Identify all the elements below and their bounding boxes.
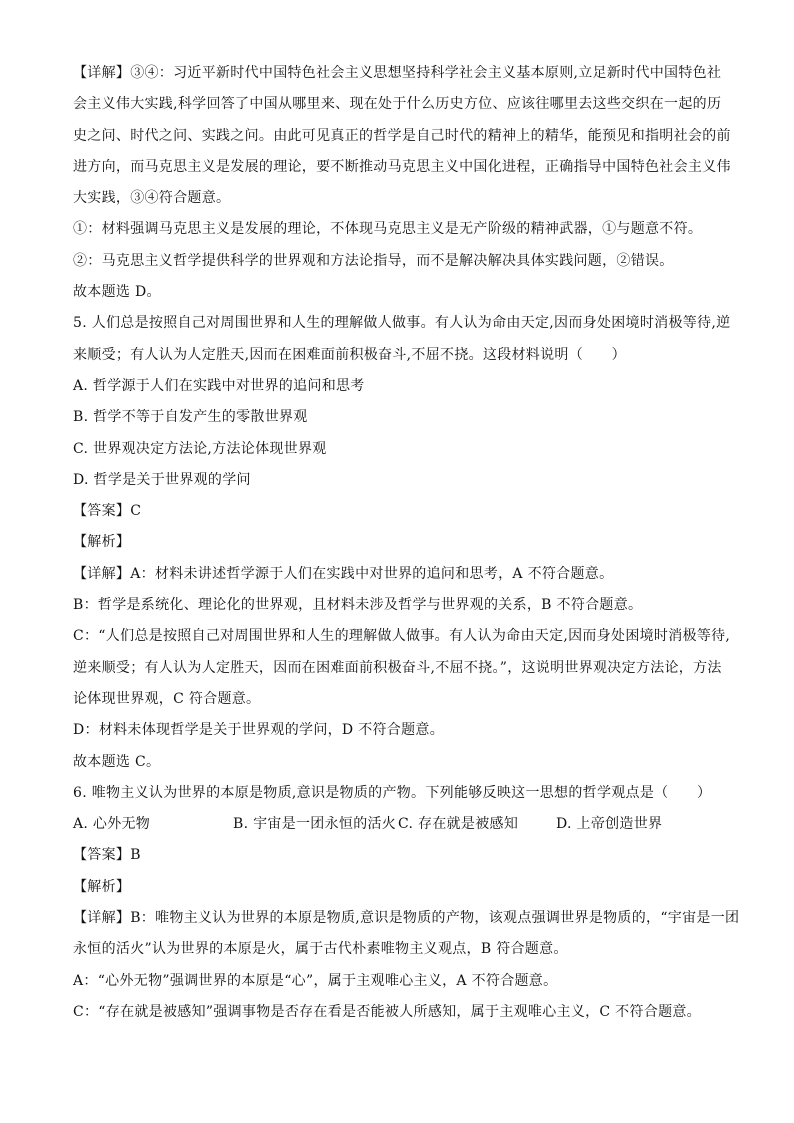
question-6-option-c: C. 存在就是被感知 <box>398 816 519 833</box>
text-line: A：“心外无物”强调世界的本原是“心”，属于主观唯心主义，A 不符合题意。 <box>73 972 558 989</box>
question-5-stem: 来顺受；有人认为人定胜天,因而在困难面前积极奋斗,不屈不挠。这段材料说明（ ） <box>73 346 626 363</box>
question-5-option-a: A. 哲学源于人们在实践中对世界的追问和思考 <box>73 377 365 394</box>
text-line: B：哲学是系统化、理论化的世界观，且材料未涉及哲学与世界观的关系，B 不符合题意。 <box>73 597 643 614</box>
text-line: C：“存在就是被感知”强调事物是否存在看是否能被人所感知，属于主观唯心主义，C 不符合题意。 <box>73 1003 701 1020</box>
text-line: 故本题选 D。 <box>73 284 161 301</box>
question-5-option-b: B. 哲学不等于自发产生的零散世界观 <box>73 409 308 426</box>
question-6-stem: 6. 唯物主义认为世界的本原是物质,意识是物质的产物。下列能够反映这一思想的哲学观点是（ ） <box>73 784 712 801</box>
text-line: C：“人们总是按照自己对周围世界和人生的理解做人做事。有人认为命由天定,因而身处困境时消极等待, <box>73 628 731 645</box>
text-line: ①：材料强调马克思主义是发展的理论，不体现马克思主义是无产阶级的精神武器，①与题意不符。 <box>73 221 703 238</box>
document-page <box>73 58 740 1028</box>
question-5-option-d: D. 哲学是关于世界观的学问 <box>73 471 251 488</box>
analysis-label: 【解析】 <box>73 878 131 895</box>
text-line: 大实践，③④符合题意。 <box>73 190 231 207</box>
text-line: ②：马克思主义哲学提供科学的世界观和方法论指导，而不是解决解决具体实践问题，②错误。 <box>73 252 674 269</box>
question-6-option-b: B. 宇宙是一团永恒的活火 <box>233 816 397 833</box>
question-5-option-c: C. 世界观决定方法论,方法论体现世界观 <box>73 440 327 457</box>
question-6-options <box>73 809 733 840</box>
text-line: 【详解】③④：习近平新时代中国特色社会主义思想坚持科学社会主义基本原则,立足新时代中国特色社 <box>73 65 722 81</box>
text-line: 史之问、时代之问、实践之问。由此可见真正的哲学是自己时代的精神上的精华，能预见和指明社会的前 <box>73 127 731 144</box>
text-line: D：材料未体现哲学是关于世界观的学问，D 不符合题意。 <box>73 722 444 739</box>
question-5-stem: 5. 人们总是按照自己对周围世界和人生的理解做人做事。有人认为命由天定,因而身处困境时消极等待,逆 <box>73 315 731 332</box>
text-line: 故本题选 C。 <box>73 753 161 770</box>
text-line: 进方向，而马克思主义是发展的理论，要不断推动马克思主义中国化进程，正确指导中国特色社会主义伟 <box>73 158 731 175</box>
question-6-option-d: D. 上帝创造世界 <box>556 816 663 833</box>
answer-label: 【答案】C <box>73 503 142 520</box>
text-line: 会主义伟大实践,科学回答了中国从哪里来、现在处于什么历史方位、应该往哪里去这些交织在一起的历 <box>73 96 722 113</box>
analysis-label: 【解析】 <box>73 534 131 551</box>
question-6-option-a: A. 心外无物 <box>73 816 151 833</box>
text-line: 逆来顺受；有人认为人定胜天，因而在困难面前积极奋斗,不屈不挠。”，这说明世界观决定方法论，方法 <box>73 659 722 676</box>
text-line: 【详解】A：材料未讲述哲学源于人们在实践中对世界的追问和思考，A 不符合题意。 <box>73 565 614 582</box>
answer-label: 【答案】B <box>73 847 141 864</box>
text-line: 永恒的活火”认为世界的本原是火，属于古代朴素唯物主义观点，B 符合题意。 <box>73 941 568 958</box>
text-line: 论体现世界观，C 符合题意。 <box>73 690 261 707</box>
text-line: 【详解】B：唯物主义认为世界的本原是物质,意识是物质的产物，该观点强调世界是物质的，“宇宙是一团 <box>73 910 740 927</box>
